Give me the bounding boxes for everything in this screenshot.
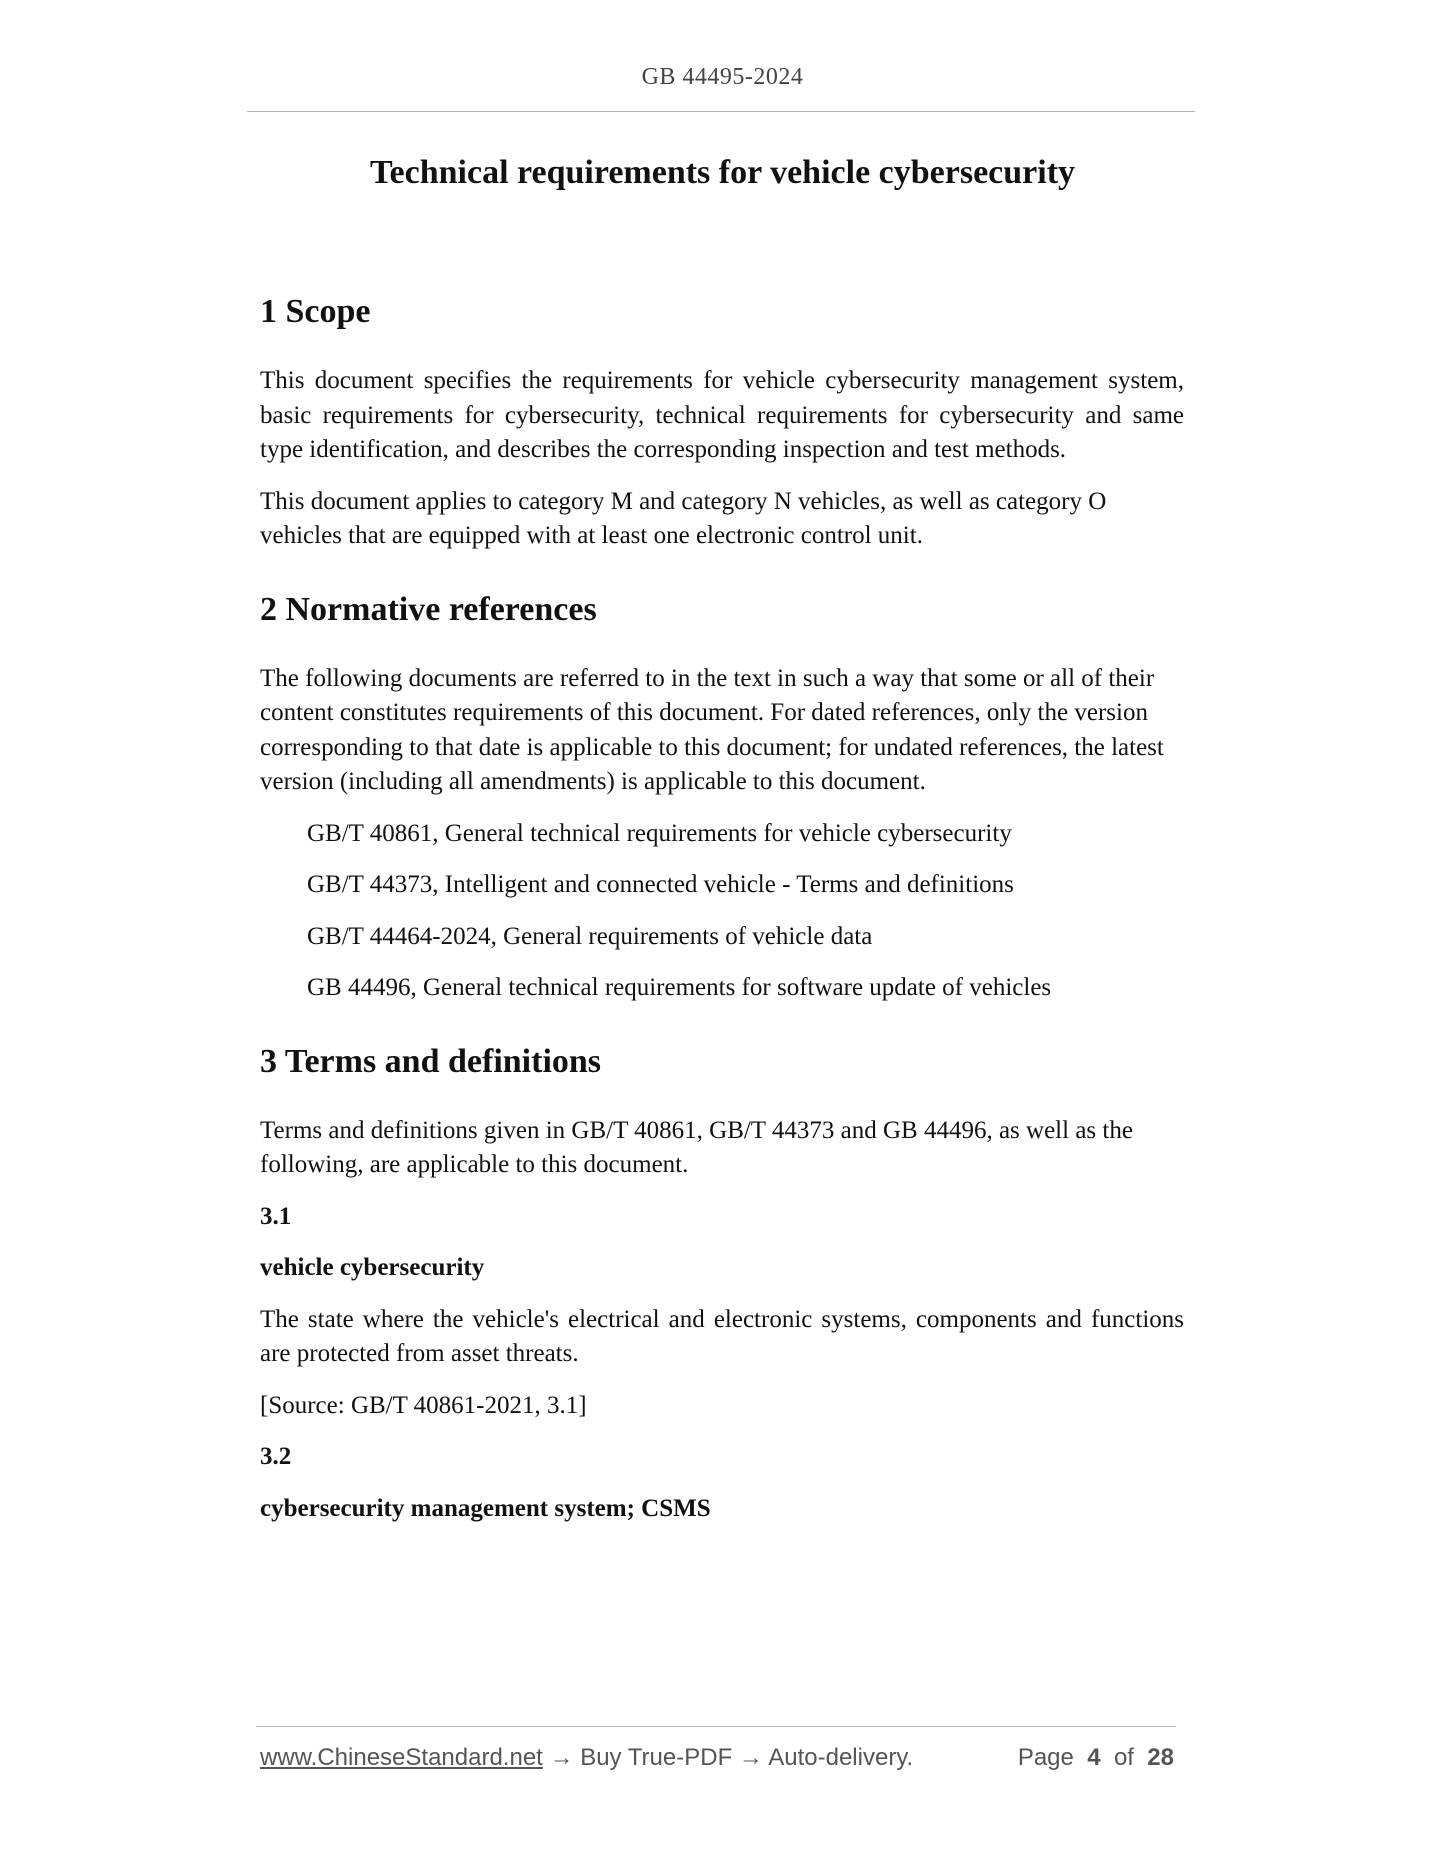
section-2-heading: 2 Normative references [260, 590, 597, 628]
page-indicator [1018, 1742, 1174, 1774]
buy-true-pdf-text: Buy True-PDF [580, 1744, 733, 1771]
footer-divider [256, 1726, 1176, 1727]
terms-intro: Terms and definitions given in GB/T 40861, GB/T 44373 and GB 44496, as well as the following, are applicable to this document. [260, 1116, 1133, 1178]
reference-item: GB/T 44373, Intelligent and connected vehicle - Terms and definitions [307, 871, 1014, 898]
term-name: cybersecurity management system; CSMS [260, 1494, 711, 1522]
document-body [260, 290, 1184, 1526]
term-definition: The state where the vehicle's electrical and electronic systems, components and functions are protected from asset threats. [260, 1305, 1184, 1367]
reference-item: GB/T 44464-2024, General requirements of vehicle data [307, 922, 873, 950]
term-source: [Source: GB/T 40861-2021, 3.1] [260, 1391, 587, 1419]
reference-item: GB 44496, General technical requirements for software update of vehicles [307, 974, 1052, 1001]
footer [260, 1742, 1174, 1774]
term-number: 3.2 [260, 1443, 292, 1470]
scope-paragraph-1: This document specifies the requirements for vehicle cybersecurity management system, basic requirements for cybersecurity, technical requirements for cybersecurity and same type identification, and describes the corresponding inspection and test methods. [260, 367, 1184, 463]
website-link[interactable]: www.ChineseStandard.net [260, 1744, 543, 1771]
header-document-code: GB 44495-2024 [641, 64, 804, 90]
section-1-heading: 1 Scope [260, 293, 371, 330]
term-number: 3.1 [260, 1202, 292, 1230]
section-3-heading: 3 Terms and definitions [260, 1042, 602, 1080]
current-page-number: 4 [1087, 1744, 1101, 1771]
arrow-right-icon: → [549, 1744, 574, 1771]
header-divider [247, 111, 1195, 112]
total-pages-number: 28 [1147, 1744, 1174, 1771]
reference-item: GB/T 40861, General technical requirements for vehicle cybersecurity [307, 819, 1012, 847]
term-name: vehicle cybersecurity [260, 1254, 485, 1281]
normative-references-intro: The following documents are referred to in the text in such a way that some or all of their content constitutes requirements of this document. For dated references, only the version corresponding to that date is applicable to this document; for undated references, the latest version (including all amendments) is applicable to this document. [260, 664, 1164, 795]
arrow-right-icon: → [738, 1744, 763, 1771]
page-label: Page [1017, 1744, 1074, 1771]
scope-paragraph-2: This document applies to category M and category N vehicles, as well as category O vehicles that are equipped with at least one electronic control unit. [260, 487, 1107, 549]
page-of-label: of [1113, 1744, 1134, 1771]
document-title: Technical requirements for vehicle cybersecurity [369, 154, 1076, 191]
auto-delivery-text: Auto-delivery. [768, 1744, 914, 1771]
